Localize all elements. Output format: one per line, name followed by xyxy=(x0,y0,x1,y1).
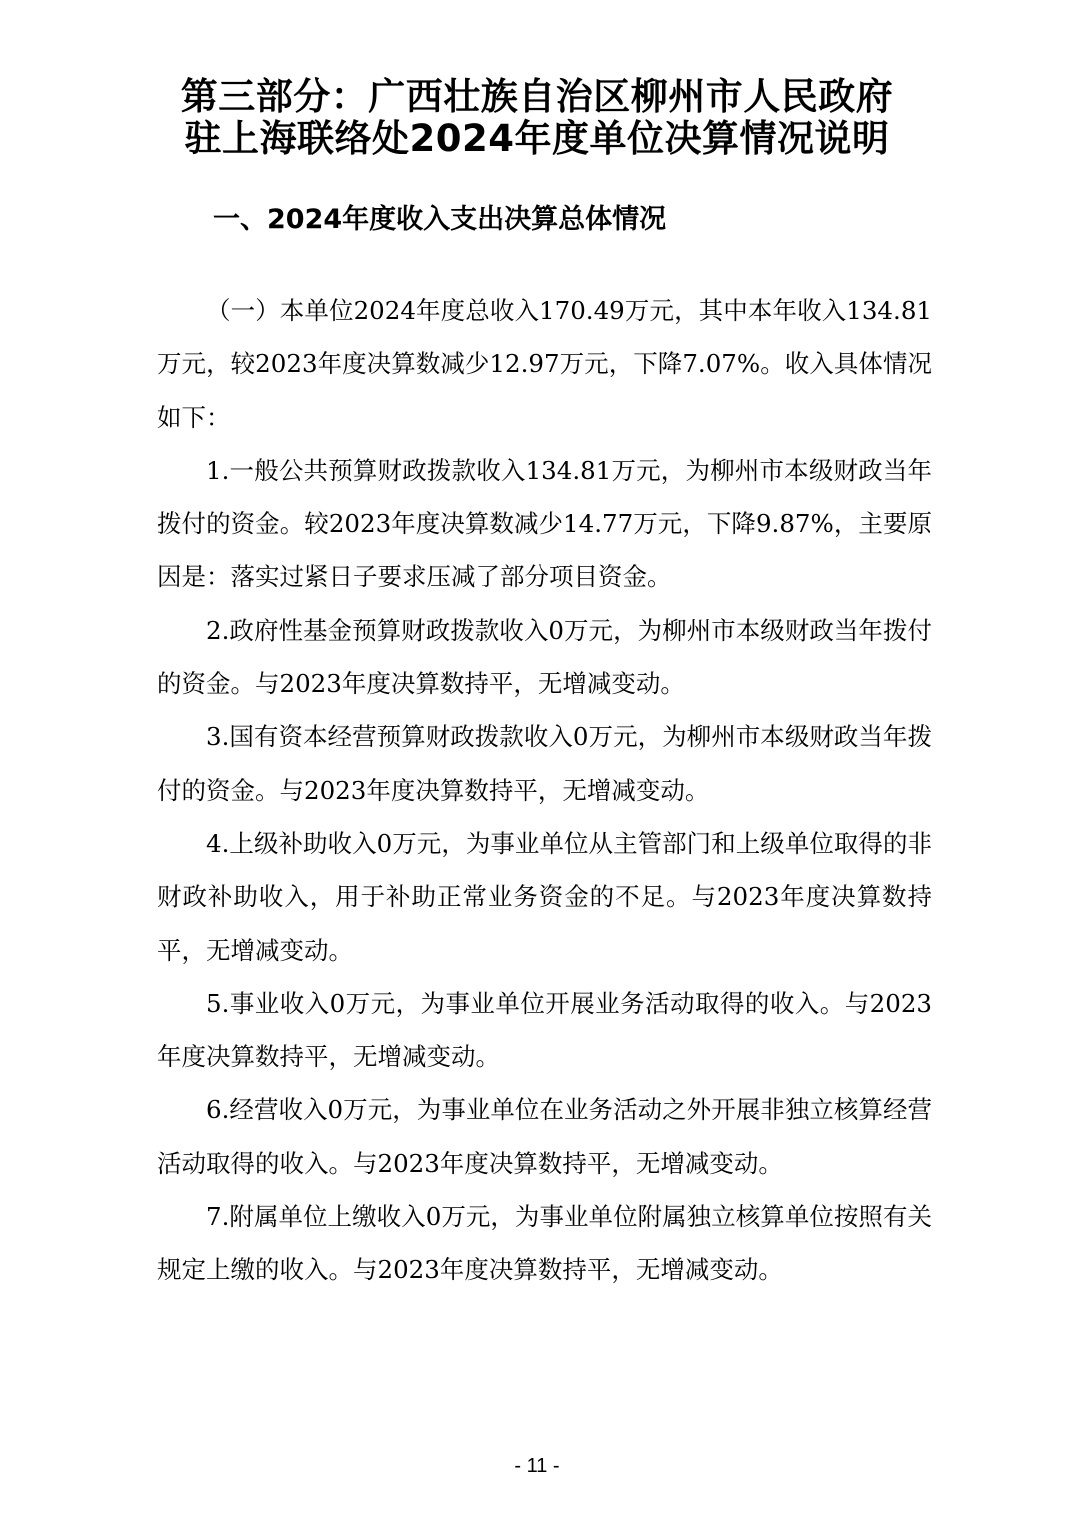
title-line-2: 驻上海联络处2024年度单位决算情况说明 xyxy=(184,117,890,160)
paragraph-total-income: （一）本单位2024年度总收入170.49万元，其中本年收入134.81万元，较2023年度决算数减少12.97万元，下降7.07%。收入具体情况如下： xyxy=(157,296,932,432)
body-text xyxy=(157,284,932,1297)
paragraph-higher-subsidy: 4.上级补助收入0万元，为事业单位从主管部门和上级单位取得的非财政补助收入，用于补助正常业务资金的不足。与2023年度决算数持平，无增减变动。 xyxy=(157,828,932,965)
page-number: - 11 - xyxy=(514,1455,560,1477)
paragraph-operating-income: 6.经营收入0万元，为事业单位在业务活动之外开展非独立核算经营活动取得的收入。与2023年度决算数持平，无增减变动。 xyxy=(157,1095,932,1178)
paragraph-affiliate-income: 7.附属单位上缴收入0万元，为事业单位附属独立核算单位按照有关规定上缴的收入。与2023年度决算数持平，无增减变动。 xyxy=(157,1202,932,1285)
paragraph-general-budget: 1.一般公共预算财政拨款收入134.81万元，为柳州市本级财政当年拨付的资金。较2023年度决算数减少14.77万元，下降9.87%，主要原因是：落实过紧日子要求压减了部分项目资金。 xyxy=(157,455,932,592)
page-title xyxy=(120,76,954,160)
title-line-1: 第三部分：广西壮族自治区柳州市人民政府 xyxy=(180,75,894,118)
paragraph-government-fund: 2.政府性基金预算财政拨款收入0万元，为柳州市本级财政当年拨付的资金。与2023年度决算数持平，无增减变动。 xyxy=(157,615,932,699)
paragraph-business-income: 5.事业收入0万元，为事业单位开展业务活动取得的收入。与2023年度决算数持平，无增减变动。 xyxy=(157,988,932,1072)
paragraph-state-capital: 3.国有资本经营预算财政拨款收入0万元，为柳州市本级财政当年拨付的资金。与2023年度决算数持平，无增减变动。 xyxy=(157,722,932,805)
section-heading: 一、2024年度收入支出决算总体情况 xyxy=(213,204,667,235)
